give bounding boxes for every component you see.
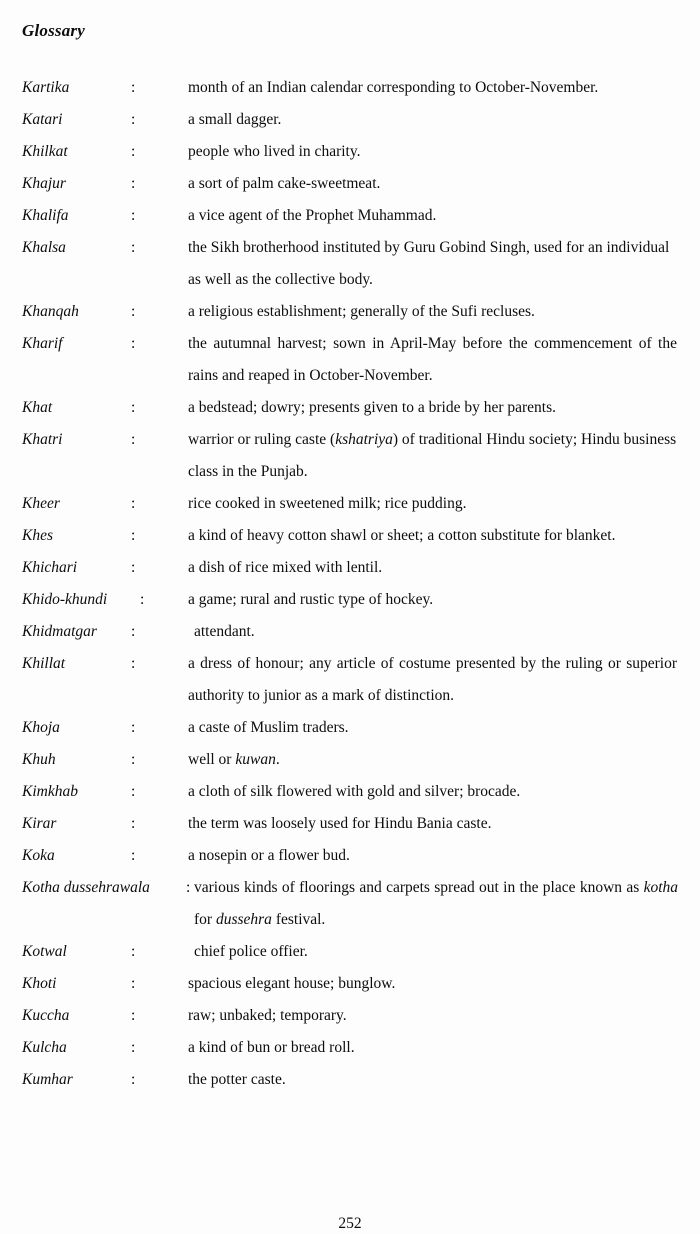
glossary-term: Khatri bbox=[22, 431, 63, 448]
glossary-term: Khillat bbox=[22, 655, 66, 672]
definition-italic-term: dussehra bbox=[215, 911, 272, 928]
glossary-separator: : bbox=[131, 175, 136, 192]
glossary-term: Kheer bbox=[22, 495, 60, 512]
glossary-definition: a sort of palm cake-sweetmeat. bbox=[188, 175, 381, 192]
glossary-entry bbox=[0, 744, 700, 776]
glossary-entry bbox=[0, 520, 700, 552]
glossary-term: Kimkhab bbox=[22, 783, 78, 800]
glossary-term: Katari bbox=[22, 111, 63, 128]
glossary-entry bbox=[0, 296, 700, 328]
glossary-separator: : bbox=[131, 143, 136, 160]
glossary-entry bbox=[0, 72, 700, 104]
glossary-term: Khidmatgar bbox=[22, 623, 97, 640]
glossary-definition bbox=[194, 872, 678, 936]
definition-italic-term: kshatriya bbox=[335, 431, 393, 448]
glossary-separator: : bbox=[140, 591, 145, 608]
glossary-term: Kirar bbox=[22, 815, 57, 832]
glossary-separator: : bbox=[131, 847, 136, 864]
glossary-definition: people who lived in charity. bbox=[188, 143, 361, 160]
glossary-term: Kulcha bbox=[22, 1039, 67, 1056]
glossary-entry bbox=[0, 936, 700, 968]
glossary-separator: : bbox=[131, 79, 136, 96]
glossary-definition: a caste of Muslim traders. bbox=[188, 719, 349, 736]
glossary-definition: raw; unbaked; temporary. bbox=[188, 1007, 347, 1024]
glossary-separator: : bbox=[131, 399, 136, 416]
glossary-entry bbox=[0, 552, 700, 584]
glossary-definition: the Sikh brotherhood instituted by Guru Gobind Singh, used for an individual as well as the collective body. bbox=[188, 239, 670, 288]
definition-text: ) of traditional Hindu society; Hindu business class in the Punjab. bbox=[188, 431, 677, 480]
glossary-separator: : bbox=[131, 335, 136, 352]
glossary-entry bbox=[0, 328, 700, 392]
glossary-entry bbox=[0, 392, 700, 424]
glossary-definition: attendant. bbox=[194, 623, 255, 640]
definition-text: for bbox=[194, 911, 216, 928]
glossary-separator: : bbox=[131, 527, 136, 544]
glossary-term: Khajur bbox=[22, 175, 66, 192]
glossary-definition: chief police offier. bbox=[194, 943, 308, 960]
glossary-entry bbox=[0, 872, 700, 936]
glossary-entry bbox=[0, 968, 700, 1000]
glossary-term: Khichari bbox=[22, 559, 78, 576]
definition-text: . bbox=[275, 751, 280, 768]
definition-text: warrior or ruling caste ( bbox=[188, 431, 336, 448]
glossary-definition: the potter caste. bbox=[188, 1071, 286, 1088]
glossary-entry bbox=[0, 616, 700, 648]
glossary-term: Khilkat bbox=[22, 143, 68, 160]
glossary-definition: a religious establishment; generally of the Sufi recluses. bbox=[188, 303, 535, 320]
glossary-entry bbox=[0, 1000, 700, 1032]
glossary-separator: : bbox=[131, 303, 136, 320]
glossary-term: Khalsa bbox=[22, 239, 66, 256]
glossary-term: Khanqah bbox=[22, 303, 79, 320]
glossary-definition: the autumnal harvest; sown in April-May before the commencement of the rains and reaped in October-November. bbox=[188, 335, 677, 384]
glossary-entry bbox=[0, 648, 700, 712]
glossary-definition: the term was loosely used for Hindu Bania caste. bbox=[188, 815, 492, 832]
glossary-entry bbox=[0, 712, 700, 744]
definition-text: festival. bbox=[271, 911, 326, 928]
glossary-entry bbox=[0, 584, 700, 616]
glossary-separator: : bbox=[131, 975, 136, 992]
glossary-entry-list bbox=[0, 72, 700, 1096]
glossary-term: Kuccha bbox=[22, 1007, 70, 1024]
glossary-term: Khoti bbox=[22, 975, 57, 992]
glossary-definition: a game; rural and rustic type of hockey. bbox=[188, 591, 434, 608]
glossary-term: Kotwal bbox=[22, 943, 67, 960]
glossary-entry bbox=[0, 104, 700, 136]
glossary-term: Kharif bbox=[22, 335, 63, 352]
glossary-entry bbox=[0, 1032, 700, 1064]
glossary-definition: a nosepin or a flower bud. bbox=[188, 847, 350, 864]
glossary-definition: a dress of honour; any article of costume presented by the ruling or superior authority to junior as a mark of distinction. bbox=[188, 655, 677, 704]
page-title: Glossary bbox=[22, 21, 85, 40]
glossary-entry bbox=[0, 200, 700, 232]
glossary-separator: : bbox=[131, 1007, 136, 1024]
glossary-term: Kumhar bbox=[22, 1071, 73, 1088]
glossary-separator: : bbox=[131, 719, 136, 736]
glossary-entry bbox=[0, 808, 700, 840]
glossary-entry bbox=[0, 776, 700, 808]
glossary-entry bbox=[0, 840, 700, 872]
glossary-entry bbox=[0, 424, 700, 488]
glossary-definition bbox=[188, 424, 677, 488]
glossary-definition: a kind of bun or bread roll. bbox=[188, 1039, 355, 1056]
glossary-term: Kartika bbox=[22, 79, 70, 96]
glossary-term: Kotha dussehrawala bbox=[22, 879, 150, 896]
glossary-entry bbox=[0, 232, 700, 296]
glossary-separator: : bbox=[131, 943, 136, 960]
page-number: 252 bbox=[338, 1215, 362, 1232]
glossary-entry bbox=[0, 168, 700, 200]
glossary-definition: a kind of heavy cotton shawl or sheet; a cotton substitute for blanket. bbox=[188, 527, 616, 544]
glossary-definition: a bedstead; dowry; presents given to a bride by her parents. bbox=[188, 399, 557, 416]
glossary-term: Khoja bbox=[22, 719, 60, 736]
definition-italic-term: kuwan bbox=[235, 751, 276, 768]
glossary-separator: : bbox=[131, 495, 136, 512]
glossary-definition: a small dagger. bbox=[188, 111, 282, 128]
definition-italic-term: kotha bbox=[643, 879, 678, 896]
glossary-term: Khes bbox=[22, 527, 53, 544]
glossary-definition: spacious elegant house; bunglow. bbox=[188, 975, 396, 992]
glossary-entry bbox=[0, 136, 700, 168]
glossary-separator: : bbox=[131, 783, 136, 800]
glossary-definition bbox=[188, 744, 677, 776]
glossary-term: Khat bbox=[22, 399, 53, 416]
glossary-separator: : bbox=[131, 1071, 136, 1088]
glossary-separator: : bbox=[131, 207, 136, 224]
glossary-separator: : bbox=[131, 559, 136, 576]
glossary-definition: a dish of rice mixed with lentil. bbox=[188, 559, 383, 576]
glossary-separator: : bbox=[186, 879, 191, 896]
glossary-term: Koka bbox=[22, 847, 55, 864]
glossary-separator: : bbox=[131, 239, 136, 256]
definition-text: various kinds of floorings and carpets spread out in the place known as bbox=[194, 879, 644, 896]
glossary-definition: rice cooked in sweetened milk; rice pudding. bbox=[188, 495, 467, 512]
glossary-separator: : bbox=[131, 431, 136, 448]
glossary-term: Khalifa bbox=[22, 207, 69, 224]
glossary-entry bbox=[0, 1064, 700, 1096]
definition-text: well or bbox=[188, 751, 236, 768]
glossary-definition: month of an Indian calendar corresponding to October-November. bbox=[188, 79, 599, 96]
glossary-separator: : bbox=[131, 111, 136, 128]
glossary-entry bbox=[0, 488, 700, 520]
glossary-term: Khido-khundi bbox=[22, 591, 108, 608]
glossary-definition: a cloth of silk flowered with gold and silver; brocade. bbox=[188, 783, 521, 800]
glossary-term: Khuh bbox=[22, 751, 56, 768]
glossary-separator: : bbox=[131, 815, 136, 832]
glossary-definition: a vice agent of the Prophet Muhammad. bbox=[188, 207, 437, 224]
glossary-separator: : bbox=[131, 655, 136, 672]
glossary-separator: : bbox=[131, 751, 136, 768]
glossary-separator: : bbox=[131, 1039, 136, 1056]
glossary-separator: : bbox=[131, 623, 136, 640]
